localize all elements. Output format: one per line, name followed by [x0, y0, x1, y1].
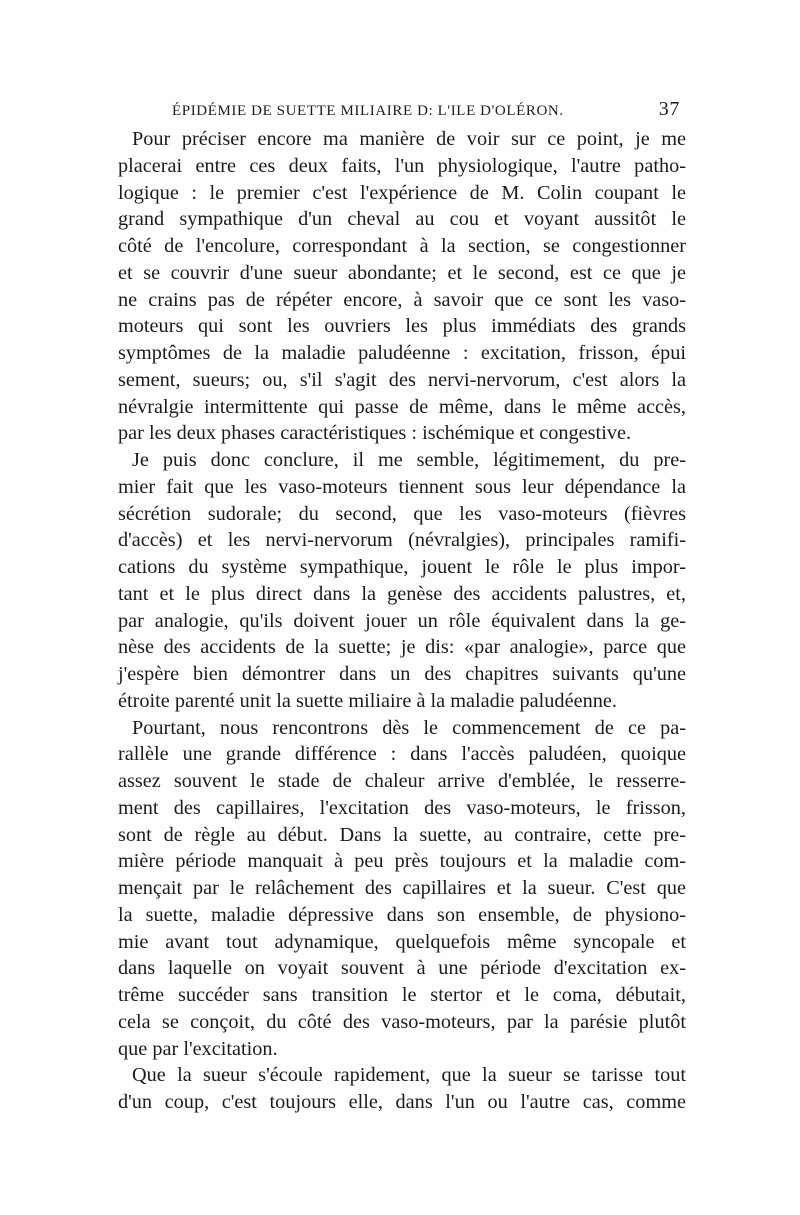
page-number: 37 — [658, 98, 680, 120]
text-line: Que la sueur s'écoule rapidement, que la sueur se tarisse tout — [132, 1064, 686, 1087]
body-text — [118, 126, 686, 1116]
text-line: dans laquelle on voyait souvent à une période d'excitation ex- — [118, 957, 686, 980]
text-line: sement, sueurs; ou, s'il s'agit des nervi-nervorum, c'est alors la — [118, 368, 686, 391]
text-line: symptômes de la maladie paludéenne : excitation, frisson, épui — [118, 342, 686, 364]
text-line: logique : le premier c'est l'expérience de M. Colin coupant le — [118, 181, 686, 204]
text-line: par les deux phases caractéristiques : ischémique et congestive. — [118, 422, 632, 445]
text-line: moteurs qui sont les ouvriers les plus immédiats des grands — [118, 315, 686, 338]
text-line: placerai entre ces deux faits, l'un physiologique, l'autre patho- — [118, 154, 686, 177]
book-page — [118, 92, 686, 1116]
text-line: et se couvrir d'une sueur abondante; et le second, est ce que je — [118, 261, 686, 284]
text-line: cela se conçoit, du côté des vaso-moteurs, par la parésie plutôt — [118, 1010, 686, 1033]
text-line: rallèle une grande différence : dans l'accès paludéen, quoique — [118, 743, 686, 766]
running-title: ÉPIDÉMIE DE SUETTE MILIAIRE D: L'ILE D'OLÉRON. — [172, 103, 564, 119]
text-line: sont de règle au début. Dans la suette, au contraire, cette pre- — [118, 823, 686, 846]
text-line: Pour préciser encore ma manière de voir sur ce point, je me — [132, 128, 686, 150]
text-line: ne crains pas de répéter encore, à savoir que ce sont les vaso- — [118, 288, 686, 311]
text-line: cations du système sympathique, jouent le rôle le plus impor- — [118, 556, 686, 578]
text-line: mençait par le relâchement des capillaires et la sueur. C'est que — [118, 877, 686, 899]
text-line: mière période manquait à peu près toujours et la maladie com- — [118, 850, 686, 873]
text-line: sécrétion sudorale; du second, que les vaso-moteurs (fièvres — [118, 502, 686, 525]
text-line: Je puis donc conclure, il me semble, légitimement, du pre- — [132, 449, 686, 471]
text-line: d'un coup, c'est toujours elle, dans l'un ou l'autre cas, comme — [118, 1091, 686, 1113]
paragraph-4 — [118, 1062, 686, 1116]
text-line: névralgie intermittente qui passe de même, dans le même accès, — [118, 395, 686, 418]
text-line: Pourtant, nous rencontrons dès le commencement de ce pa- — [132, 716, 686, 739]
paragraph-2 — [118, 447, 686, 715]
text-line: grand sympathique d'un cheval au cou et voyant aussitôt le — [118, 208, 686, 231]
text-line: d'accès) et les nervi-nervorum (névralgies), principales ramifi- — [118, 529, 686, 552]
text-line: trême succéder sans transition le stertor et le coma, débutait, — [118, 984, 686, 1006]
text-line: côté de l'encolure, correspondant à la section, se congestionner — [118, 235, 686, 257]
text-line: j'espère bien démontrer dans un des chapitres suivants qu'une — [118, 663, 686, 685]
text-line: mier fait que les vaso-moteurs tiennent sous leur dépendance la — [118, 475, 686, 498]
text-line: par analogie, qu'ils doivent jouer un rôle équivalent dans la ge- — [118, 609, 686, 632]
paragraph-1 — [118, 126, 686, 447]
running-head — [118, 92, 686, 126]
text-line: étroite parenté unit la suette miliaire à la maladie paludéenne. — [118, 689, 617, 712]
text-line: que par l'excitation. — [118, 1037, 278, 1060]
text-line: assez souvent le stade de chaleur arrive d'emblée, le resserre- — [118, 770, 686, 792]
text-line: la suette, maladie dépressive dans son ensemble, de physiono- — [118, 903, 686, 926]
text-line: tant et le plus direct dans la genèse des accidents palustres, et, — [118, 582, 686, 605]
paragraph-3 — [118, 715, 686, 1063]
text-line: mie avant tout adynamique, quelquefois même syncopale et — [118, 930, 686, 953]
text-line: nèse des accidents de la suette; je dis: «par analogie», parce que — [118, 636, 686, 659]
text-line: ment des capillaires, l'excitation des vaso-moteurs, le frisson, — [118, 796, 686, 819]
